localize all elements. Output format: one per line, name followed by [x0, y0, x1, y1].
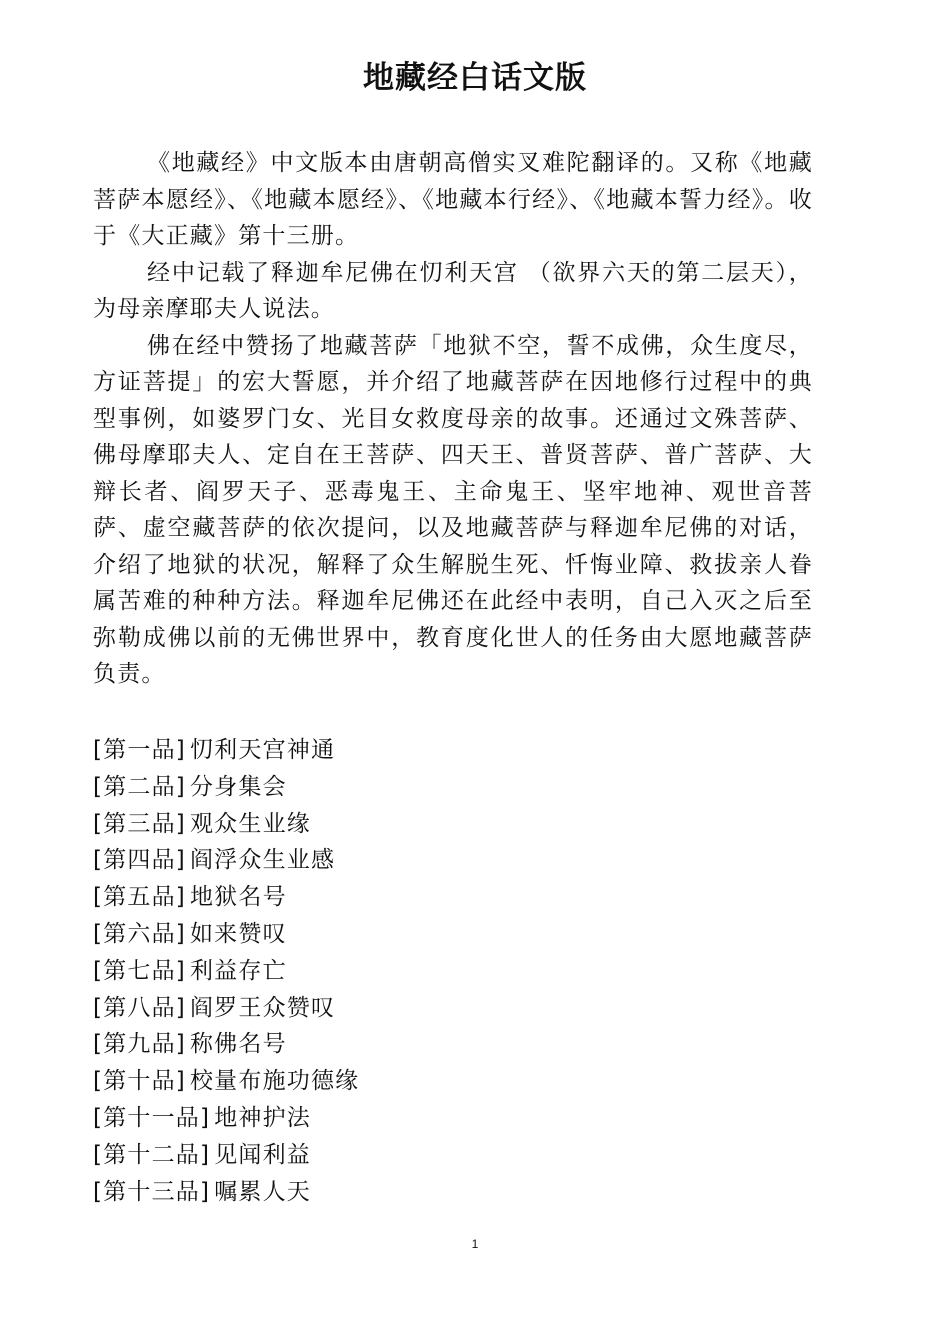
chapter-name: 分身集会 [189, 773, 287, 800]
chapter-item: [第五品] 地狱名号 [93, 884, 287, 911]
chapter-number: 第十品 [103, 1068, 176, 1095]
chapter-number: 第六品 [103, 920, 176, 947]
chapter-number: 第八品 [103, 994, 176, 1021]
chapter-number: 第十三品 [103, 1178, 200, 1205]
chapter-list [93, 732, 593, 1210]
chapter-number: 第二品 [103, 773, 176, 800]
paragraph-3: 佛在经中赞扬了地藏菩萨「地狱不空，誓不成佛，众生度尽，方证菩提」的宏大誓愿，并介绍了地藏菩萨在因地修行过程中的典型事例，如婆罗门女、光目女救度母亲的故事。还通过文殊菩萨、佛母摩耶夫人、定自在王菩萨、四天王、普贤菩萨、普广菩萨、大辩长者、阎罗天子、恶毒鬼王、主命鬼王、坚牢地神、观世音菩萨、虚空藏菩萨的依次提问，以及地藏菩萨与释迦牟尼佛的对话，介绍了地狱的状况，解释了众生解脱生死、忏悔业障、救拔亲人眷属苦难的种种方法。释迦牟尼佛还在此经中表明，自己入灭之后至弥勒成佛以前的无佛世界中，教育度化世人的任务由大愿地藏菩萨负责。 [93, 332, 813, 687]
chapter-name: 阎浮众生业感 [189, 847, 336, 874]
chapter-item: [第三品] 观众生业缘 [93, 810, 311, 837]
chapter-item: [第七品] 利益存亡 [93, 957, 287, 984]
chapter-name: 阎罗王众赞叹 [189, 994, 336, 1021]
chapter-number: 第一品 [103, 737, 176, 763]
chapter-name: 嘱累人天 [214, 1178, 311, 1205]
chapter-name: 校量布施功德缘 [189, 1068, 360, 1095]
chapter-item: [第六品] 如来赞叹 [93, 920, 287, 947]
chapter-name: 称佛名号 [189, 1031, 287, 1058]
chapter-number: 第四品 [103, 847, 176, 874]
page-number: 1 [471, 1237, 479, 1251]
chapter-number: 第三品 [103, 810, 176, 837]
chapter-name: 见闻利益 [214, 1141, 311, 1168]
chapter-number: 第十一品 [103, 1104, 200, 1131]
chapter-item: [第十一品] 地神护法 [93, 1104, 311, 1131]
chapter-number: 第十二品 [103, 1141, 200, 1168]
intro-text [93, 145, 813, 693]
chapter-name: 地神护法 [214, 1104, 311, 1131]
chapter-name: 观众生业缘 [189, 810, 311, 837]
chapter-item: [第二品] 分身集会 [93, 773, 287, 800]
chapter-number: 第九品 [103, 1031, 176, 1058]
chapter-item: [第一品] 忉利天宫神通 [93, 737, 336, 763]
chapter-item: [第九品] 称佛名号 [93, 1031, 287, 1058]
chapter-item: [第十二品] 见闻利益 [93, 1141, 311, 1168]
chapter-name: 利益存亡 [189, 957, 287, 984]
paragraph-1: 《地藏经》中文版本由唐朝高僧实叉难陀翻译的。又称《地藏菩萨本愿经》、《地藏本愿经》、《地藏本行经》、《地藏本誓力经》。收于《大正藏》第十三册。 [93, 150, 813, 249]
chapter-name: 如来赞叹 [189, 920, 287, 947]
paragraph-2: 经中记载了释迦牟尼佛在忉利天宫 （欲界六天的第二层天），为母亲摩耶夫人说法。 [93, 259, 813, 322]
document-title: 地藏经白话文版 [363, 60, 587, 96]
chapter-item: [第八品] 阎罗王众赞叹 [93, 994, 336, 1021]
chapter-item: [第十三品] 嘱累人天 [93, 1178, 311, 1205]
chapter-name: 地狱名号 [189, 884, 287, 911]
chapter-number: 第五品 [103, 884, 176, 911]
chapter-item: [第四品] 阎浮众生业感 [93, 847, 336, 874]
chapter-item: [第十品] 校量布施功德缘 [93, 1068, 360, 1095]
chapter-name: 忉利天宫神通 [189, 737, 336, 763]
chapter-number: 第七品 [103, 957, 176, 984]
